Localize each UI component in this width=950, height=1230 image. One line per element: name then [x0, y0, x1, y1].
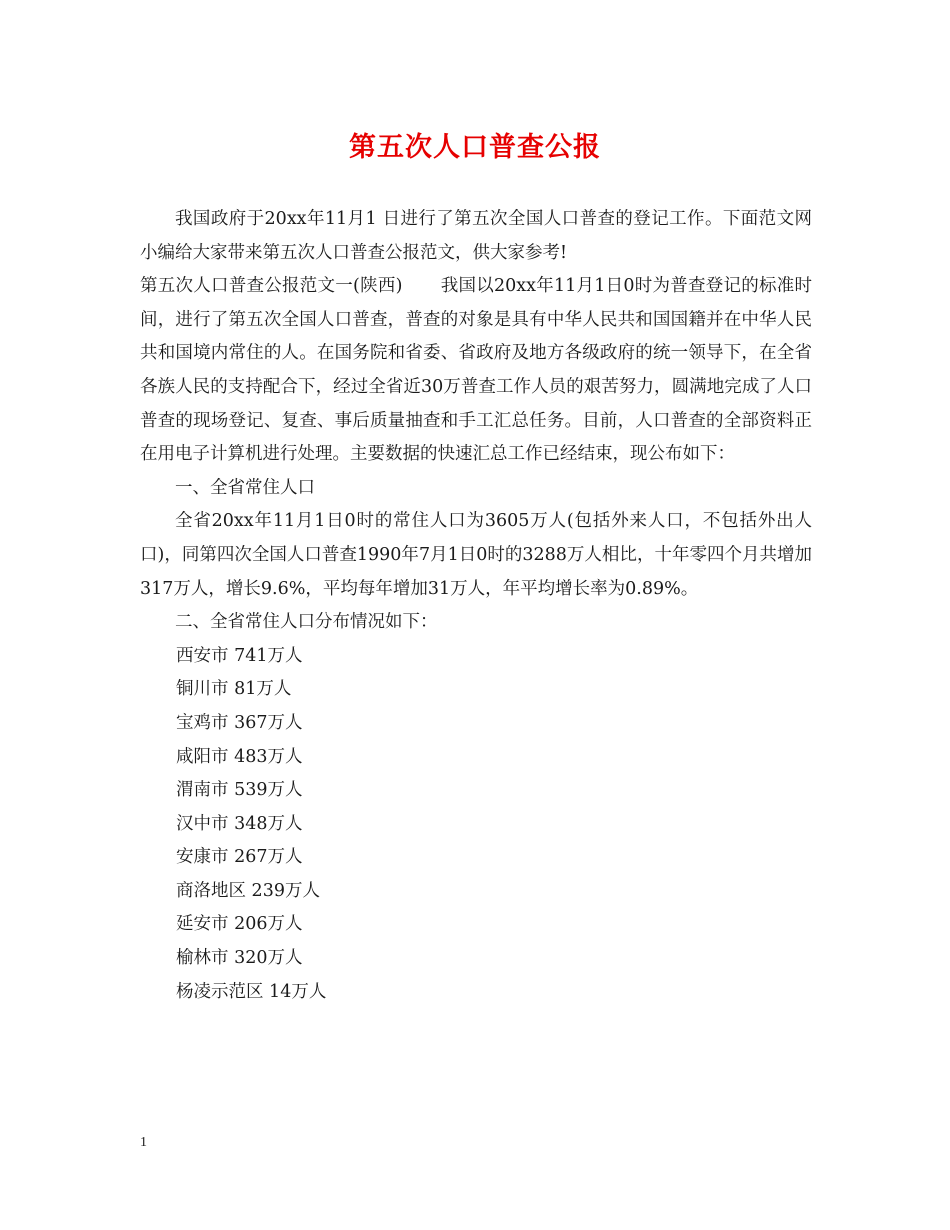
- section-1-body: 全省20xx年11月1日0时的常住人口为3605万人(包括外来人口，不包括外出人口)，同第四次全国人口普查1990年7月1日0时的3288万人相比，十年零四个月共增加317万人，增长9.6%，平均每年增加31万人，年平均增长率为0.89%。: [140, 511, 812, 599]
- list-item: 榆林市 320万人: [176, 948, 303, 969]
- section-1-heading: 一、全省常住人口: [175, 477, 315, 498]
- list-item: 汉中市 348万人: [176, 813, 303, 834]
- list-item: 延安市 206万人: [176, 914, 303, 935]
- document-body: [140, 203, 812, 1009]
- distribution-list: [140, 640, 812, 1010]
- list-item: 渭南市 539万人: [176, 780, 303, 801]
- list-item: 咸阳市 483万人: [176, 746, 303, 767]
- list-item: 杨凌示范区 14万人: [176, 981, 327, 1002]
- sample-body: 我国以20xx年11月1日0时为普查登记的标准时间，进行了第五次全国人口普查，普查的对象是具有中华人民共和国国籍并在中华人民共和国境内常住的人。在国务院和省委、省政府及地方各级政府的统一领导下，在全省各族人民的支持配合下，经过全省近30万普查工作人员的艰苦努力，圆满地完成了人口普查的现场登记、复查、事后质量抽查和手工汇总任务。目前，人口普查的全部资料正在用电子计算机进行处理。主要数据的快速汇总工作已经结束，现公布如下：: [140, 276, 813, 465]
- list-item: 西安市 741万人: [176, 645, 303, 666]
- page-number: 1: [140, 1135, 147, 1150]
- list-item: 铜川市 81万人: [176, 679, 292, 700]
- list-item: 宝鸡市 367万人: [176, 712, 303, 733]
- section-2-heading: 二、全省常住人口分布情况如下：: [175, 612, 438, 633]
- sample-heading: 第五次人口普查公报范文一(陕西): [140, 276, 403, 297]
- list-item: 商洛地区 239万人: [176, 880, 320, 901]
- list-item: 安康市 267万人: [176, 847, 303, 868]
- page-title: 第五次人口普查公报: [349, 132, 601, 163]
- intro-paragraph: 我国政府于20xx年11月1 日进行了第五次全国人口普查的登记工作。下面范文网小编给大家带来第五次人口普查公报范文，供大家参考!: [140, 209, 812, 263]
- sample-paragraph: [140, 270, 812, 472]
